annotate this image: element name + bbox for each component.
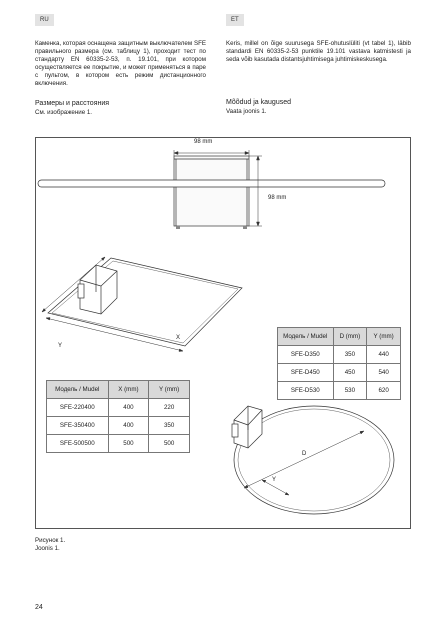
table-cell: 530 <box>333 382 367 400</box>
ru-see-figure: См. изображение 1. <box>35 109 93 116</box>
heater-top-view <box>38 156 385 229</box>
ru-body-text: Каменка, которая оснащена защитным выключателем SFE правильного размера (см. таблицу 1), проходит тест по стандарту EN 60335-2-53, п. 19.101, при котором осуществляется ее покрытие, и может применяться в паре с пультом, в котором есть режим дистанционного включения. <box>35 40 206 88</box>
rect-cover-drawing <box>48 258 242 346</box>
lang-tag-et: ET <box>226 14 244 26</box>
table-cell: SFE-350400 <box>47 417 109 435</box>
table-cell: 620 <box>367 382 401 400</box>
table-row <box>278 382 401 400</box>
table-row <box>278 346 401 364</box>
dim-x-label: X <box>176 335 181 341</box>
table-header-cell: X (mm) <box>108 381 149 399</box>
table-header-row <box>278 328 401 346</box>
lang-tag-ru: RU <box>35 14 54 26</box>
table-cell: SFE-D530 <box>278 382 334 400</box>
table-cell: SFE-D350 <box>278 346 334 364</box>
page-number: 24 <box>35 604 43 611</box>
et-see-figure: Vaata joonis 1. <box>226 108 267 115</box>
dim-y-round-label: Y <box>272 477 277 483</box>
table-cell: SFE-D450 <box>278 364 334 382</box>
dim-y-label: Y <box>58 343 63 349</box>
table-header-row <box>47 381 190 399</box>
width-dimension <box>174 150 249 156</box>
table-row <box>47 435 190 453</box>
table-cell: SFE-220400 <box>47 399 109 417</box>
table-cell: 350 <box>149 417 190 435</box>
ru-subheading: Размеры и расстояния <box>35 100 110 107</box>
table-cell: 450 <box>333 364 367 382</box>
dim-d-label: D <box>302 451 307 457</box>
table-cell: 540 <box>367 364 401 382</box>
round-cover-drawing <box>232 406 394 514</box>
height-dimension <box>249 156 262 226</box>
dim-width-label: 98 mm <box>194 139 213 145</box>
et-subheading: Mõõdud ja kaugused <box>226 99 291 106</box>
table-cell: 500 <box>108 435 149 453</box>
table-header-cell: D (mm) <box>333 328 367 346</box>
table-header-cell: Y (mm) <box>367 328 401 346</box>
figure-caption-ru: Рисунок 1. <box>35 537 66 544</box>
table-cell: 350 <box>333 346 367 364</box>
table-cell: 500 <box>149 435 190 453</box>
table-cell: 440 <box>367 346 401 364</box>
table-header-cell: Модель / Mudel <box>278 328 334 346</box>
table-header-cell: Модель / Mudel <box>47 381 109 399</box>
round-cover-table <box>277 327 401 400</box>
table-row <box>47 399 190 417</box>
table-cell: 220 <box>149 399 190 417</box>
dim-height-label: 98 mm <box>268 195 287 201</box>
table-header-cell: Y (mm) <box>149 381 190 399</box>
et-body-text: Keris, millel on õige suurusega SFE-ohutuslüliti (vt tabel 1), läbib standardi EN 60335-2-53 punktile 19.101 vastava katmistesti ja seda võib kasutada distantsjuhtimisega juhtimiskeskusega. <box>226 40 411 64</box>
rect-cover-table <box>46 380 190 453</box>
table-cell: 400 <box>108 399 149 417</box>
table-cell: SFE-500500 <box>47 435 109 453</box>
table-row <box>47 417 190 435</box>
figure-caption-et: Joonis 1. <box>35 545 60 552</box>
table-cell: 400 <box>108 417 149 435</box>
table-row <box>278 364 401 382</box>
